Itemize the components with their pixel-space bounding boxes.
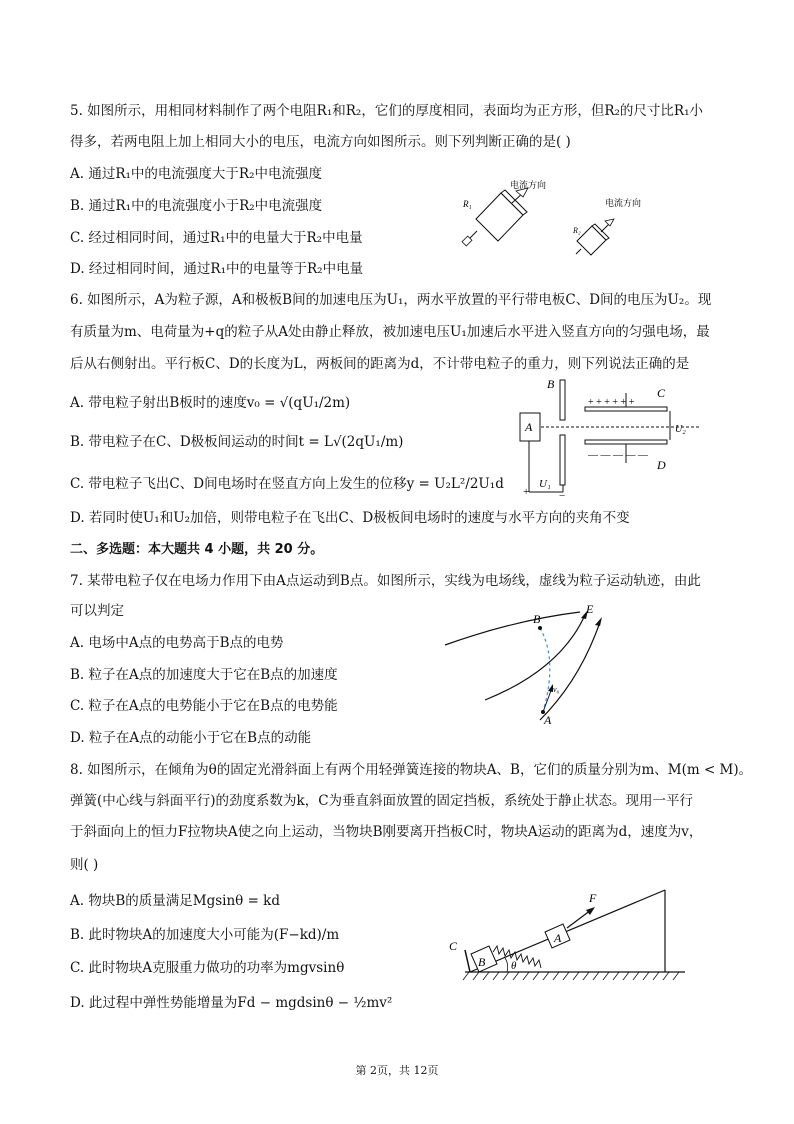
q5-fig-r2-label: R₂ — [573, 226, 581, 235]
q5-fig-current-label-1: 电流方向 — [510, 180, 547, 190]
q7-option-c: C. 粒子在A点的电势能小于它在B点的电势能 — [70, 698, 338, 714]
q8-option-a: A. 物块B的质量满足Mgsinθ = kd — [70, 893, 281, 909]
svg-text:−: − — [559, 490, 566, 500]
q8-fig-f-label: F — [589, 891, 597, 905]
section-multiple-choice-heading: 二、多选题：本大题共 4 小题，共 20 分。 — [70, 542, 324, 557]
q6-option-c: C. 带电粒子飞出C、D间电场时在竖直方向上发生的位移y = U₂L²/2U₁d — [70, 476, 504, 492]
q6-stem-line1: 6. 如图所示，A为粒子源，A和极板B间的加速电压为U₁，两水平放置的平行带电板C、D间的电压为U₂。现 — [70, 292, 712, 308]
page-footer: 第 2页，共 12页 — [355, 1064, 439, 1077]
q7-fig-e-label: E — [586, 602, 594, 616]
q7-option-a: A. 电场中A点的电势高于B点的电势 — [70, 635, 284, 651]
q8-option-d: D. 此过程中弹性势能增量为Fd − mgdsinθ − ½mv² — [70, 995, 393, 1011]
q7-fig-v0-label: v₀ — [553, 685, 560, 694]
q7-field-line-figure — [440, 600, 615, 730]
q7-option-d: D. 粒子在A点的动能小于它在B点的动能 — [70, 730, 312, 746]
q5-option-c: C. 经过相同时间，通过R₁中的电量大于R₂中电量 — [70, 230, 363, 246]
q6-stem-line2: 有质量为m、电荷量为+q的粒子从A处由静止释放，被加速电压U₁加速后水平进入竖直方向的匀强电场，最 — [70, 324, 710, 340]
q5-fig-r1-label: R₁ — [463, 199, 472, 209]
q8-stem-line3: 于斜面向上的恒力F拉物块A使之向上运动，当物块B刚要离开挡板C时，物块A运动的距离为d，速度为v， — [70, 824, 703, 840]
q8-option-c: C. 此时物块A克服重力做功的功率为mgvsinθ — [70, 960, 345, 976]
q6-fig-d-label: D — [657, 458, 666, 472]
q7-fig-a-label: A — [544, 713, 552, 727]
q5-option-a: A. 通过R₁中的电流强度大于R₂中电流强度 — [70, 166, 322, 182]
q7-option-b: B. 粒子在A点的加速度大于它在B点的加速度 — [70, 667, 338, 683]
q6-option-d: D. 若同时使U₁和U₂加倍，则带电粒子在飞出C、D极板间电场时的速度与水平方向的夹角不变 — [70, 510, 630, 526]
q6-option-b: B. 带电粒子在C、D极板间运动的时间t = L√(2qU₁/m) — [70, 434, 404, 450]
q7-stem-line1: 7. 某带电粒子仅在电场力作用下由A点运动到B点。如图所示，实线为电场线，虚线为粒子运动轨迹，由此 — [70, 573, 701, 589]
q5-fig-current-label-2: 电流方向 — [605, 198, 642, 208]
q7-stem-line2: 可以判定 — [70, 603, 124, 619]
q8-stem-line1: 8. 如图所示，在倾角为θ的固定光滑斜面上有两个用轻弹簧连接的物块A、B，它们的质量分别为m、M(m < M)。 — [70, 762, 753, 778]
svg-text:— — — — —: — — — — — — [588, 450, 648, 461]
q6-fig-a-label: A — [525, 420, 533, 434]
q6-option-a: A. 带电粒子射出B板时的速度v₀ = √(qU₁/2m) — [70, 395, 351, 411]
q6-fig-b-label: B — [547, 377, 555, 391]
svg-text:+: + — [523, 486, 530, 498]
q5-stem-line2: 得多，若两电阻上加上相同大小的电压，电流方向如图所示。则下列判断正确的是( ) — [70, 134, 571, 150]
q8-incline-figure — [445, 880, 695, 985]
q8-stem-line2: 弹簧(中心线与斜面平行)的劲度系数为k，C为垂直斜面放置的固定挡板，系统处于静止状态。现用一平行 — [70, 793, 694, 809]
q6-stem-line3: 后从右侧射出。平行板C、D的长度为L，两板间的距离为d，不计带电粒子的重力，则下列说法正确的是 — [70, 356, 690, 372]
q5-option-d: D. 经过相同时间，通过R₁中的电量等于R₂中电量 — [70, 261, 364, 277]
q8-fig-b-label: B — [478, 955, 486, 969]
q6-fig-c-label: C — [657, 386, 666, 400]
q7-fig-b-label: B — [533, 612, 541, 626]
svg-text:+ + + + + +: + + + + + + — [588, 397, 635, 408]
q8-fig-c-label: C — [449, 939, 458, 953]
q5-resistor-figure — [455, 175, 680, 260]
q6-fig-u1-label: U₁ — [539, 478, 551, 490]
q5-option-b: B. 通过R₁中的电流强度小于R₂中电流强度 — [70, 198, 323, 214]
q6-accelerator-figure — [515, 375, 705, 500]
q8-stem-line4: 则( ) — [70, 857, 99, 873]
q8-fig-a-label: A — [554, 931, 562, 945]
q8-option-b: B. 此时物块A的加速度大小可能为(F−kd)/m — [70, 927, 340, 943]
q5-stem-line1: 5. 如图所示，用相同材料制作了两个电阻R₁和R₂，它们的厚度相同，表面均为正方形，但R₂的尺寸比R₁小 — [70, 103, 703, 119]
q8-fig-theta-label: θ — [511, 960, 517, 972]
q6-fig-u2-label: U₂ — [675, 424, 686, 435]
